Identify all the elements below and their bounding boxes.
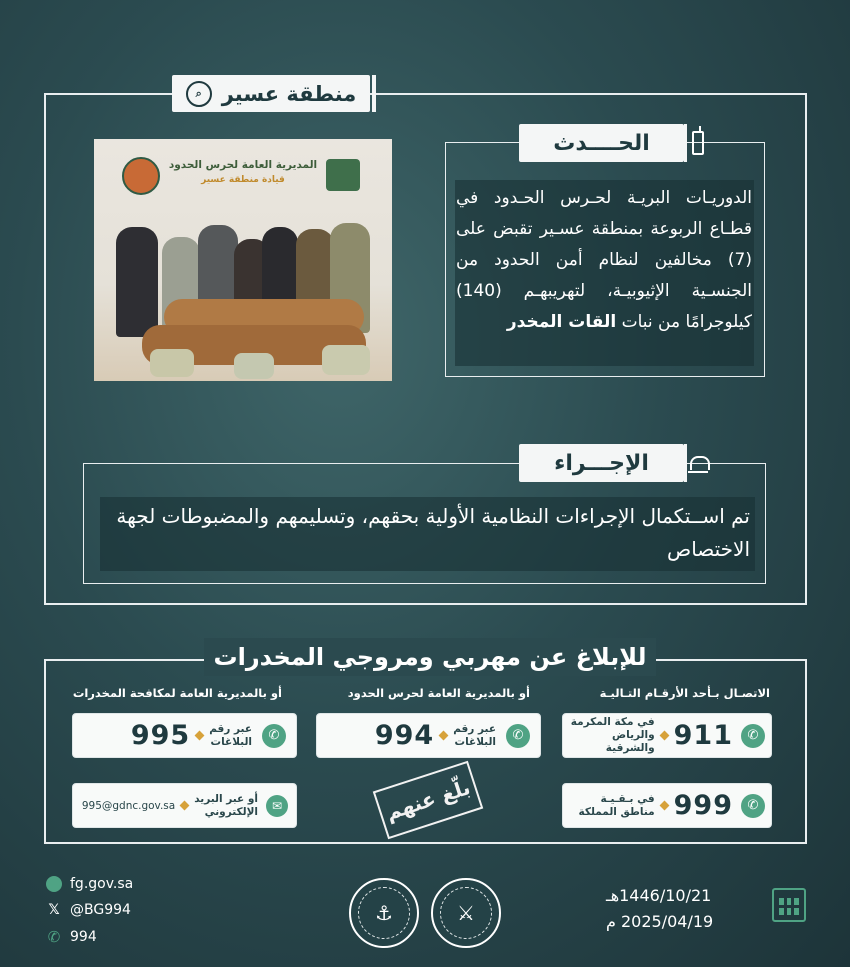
email-label — [194, 793, 258, 819]
event-text — [456, 183, 752, 338]
call-911[interactable] — [562, 713, 772, 758]
map-search-icon: ⌕ — [186, 81, 212, 107]
emblem-kingdom — [431, 878, 501, 948]
diamond-bullet — [180, 801, 190, 811]
email-contact[interactable] — [72, 783, 297, 828]
call-995[interactable] — [72, 713, 297, 758]
email-line2: الإلكتروني — [204, 805, 258, 818]
report-title: للإبلاغ عن مهربي ومروجي المخدرات — [213, 643, 647, 671]
col-left-head: أو بالمديرية العامة لمكافحة المخدرات — [72, 686, 282, 700]
region-tag-bar — [372, 75, 376, 112]
region-title: منطقة عسير — [221, 81, 357, 106]
number-995: 995 — [130, 720, 191, 751]
walkie-talkie-icon — [687, 124, 709, 162]
n995-line1: عبر رقم — [209, 722, 252, 735]
seizure-photo — [94, 139, 392, 381]
bundle-mid — [234, 353, 274, 379]
col-mid-head: أو بالمديرية العامة لحرس الحدود — [347, 686, 530, 700]
phone-icon: ✆ — [262, 724, 286, 748]
event-highlight: القات المخدر — [506, 312, 617, 332]
action-text: تم اســتكمال الإجراءات النظامية الأولية بحقهم، وتسليمهم والمضبوطات لجهة الاختصاص — [116, 504, 750, 561]
siren-icon — [688, 444, 712, 482]
n995-line2: البلاغات — [210, 735, 252, 748]
photo-emblem-left — [122, 157, 160, 195]
phone-icon: ✆ — [741, 794, 765, 818]
phone-icon: ✆ — [506, 724, 530, 748]
palm-swords-icon: ⚔ — [440, 887, 492, 939]
footer-phone[interactable] — [46, 928, 97, 946]
number-999-label — [579, 793, 655, 819]
diamond-bullet — [659, 801, 669, 811]
footer-website[interactable] — [46, 876, 133, 892]
number-911: 911 — [673, 720, 733, 751]
footer-phone-text: 994 — [70, 929, 97, 945]
call-994[interactable] — [316, 713, 541, 758]
n911-line2: والرياض والشرقية — [605, 729, 655, 754]
action-title: الإجـــراء — [554, 450, 649, 476]
globe-icon — [46, 876, 62, 892]
photo-banner-line2: قيادة منطقة عسير — [201, 175, 285, 185]
mail-icon: ✉ — [266, 795, 288, 817]
date-greg: 2025/04/19 م — [606, 912, 714, 931]
number-999: 999 — [673, 790, 733, 821]
x-handle-text: @BG994 — [70, 902, 131, 918]
number-994-label — [453, 723, 496, 749]
diamond-bullet — [439, 731, 449, 741]
bundle-right — [322, 345, 370, 375]
n999-line2: مناطق المملكة — [578, 805, 655, 818]
photo-emblem-right — [326, 159, 360, 191]
email-address[interactable]: 995@gdnc.gov.sa — [81, 799, 176, 812]
phone-icon: ✆ — [741, 724, 765, 748]
photo-banner-line1: المديرية العامة لحرس الحدود — [168, 159, 318, 171]
website-text: fg.gov.sa — [70, 876, 134, 892]
emblem-border-guard — [349, 878, 419, 948]
event-tag — [519, 124, 684, 162]
event-title: الحــــدث — [553, 130, 650, 156]
region-tag — [172, 75, 370, 112]
number-995-label — [209, 723, 252, 749]
n994-line2: البلاغات — [454, 735, 496, 748]
stamp-text: بلّغ عنهم — [382, 775, 474, 825]
action-tag-bar — [684, 444, 687, 482]
x-icon: 𝕏 — [48, 902, 60, 918]
anchor-icon: ⚓ — [358, 887, 410, 939]
event-body: الدوريـات البريـة لحـرس الحـدود في قطـاع الربوعة بمنطقة عسـير تقبض على (7) مخالفين لنظام أمن الحدود من الجنسـية الإثيوبيـة، لتهريبهـم (140) كيلوجرامًا من نبات — [456, 188, 752, 332]
calendar-icon — [772, 888, 806, 922]
n994-line1: عبر رقم — [453, 722, 496, 735]
footer-x[interactable] — [46, 902, 131, 918]
date-hijri: 1446/10/21هـ — [606, 886, 712, 905]
diamond-bullet — [659, 731, 669, 741]
call-999[interactable] — [562, 783, 772, 828]
action-tag — [519, 444, 684, 482]
col-right-head: الاتصـال بـأحد الأرقـام التـاليـة — [599, 686, 770, 700]
phone-icon: ✆ — [47, 928, 61, 946]
n999-line1: في بـقـيـة — [600, 792, 655, 805]
n911-line1: في مكة المكرمة — [570, 716, 655, 728]
person-1 — [116, 227, 158, 337]
diamond-bullet — [195, 731, 205, 741]
email-line1: أو عبر البريد — [194, 792, 258, 805]
number-911-label — [563, 716, 655, 755]
number-994: 994 — [374, 720, 435, 751]
bundle-left — [150, 349, 194, 377]
